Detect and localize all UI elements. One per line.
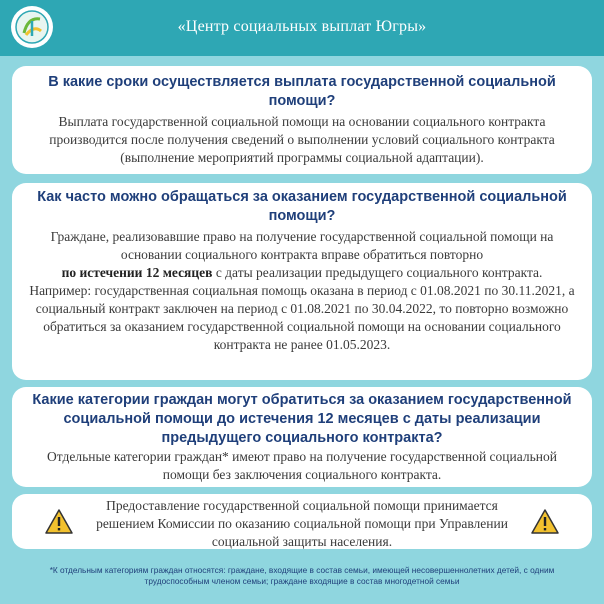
answer-text: Выплата государственной социальной помощи на основании социального контракта производится после получения сведений о выполнении условий социального контракта (выполнение мероприятий программы социальной адаптации).	[49, 114, 555, 165]
answer-highlight: по истечении 12 месяцев	[61, 265, 213, 280]
faq-card-categories	[12, 387, 592, 487]
faq-card-frequency	[12, 183, 592, 380]
info-card-commission	[12, 494, 592, 549]
answer-text-part: с даты реализации предыдущего социального контракта.	[212, 265, 543, 280]
warning-icon	[530, 508, 560, 535]
question-heading: Как часто можно обращаться за оказанием государственной социальной помощи?	[37, 189, 567, 224]
header-bar	[0, 0, 604, 56]
answer-text: Отдельные категории граждан* имеют право на получение государственной социальной помощи без заключения социального контракта.	[47, 449, 557, 482]
faq-card-payment-terms	[12, 66, 592, 174]
page-title: «Центр социальных выплат Югры»	[177, 18, 427, 35]
warning-icon	[44, 508, 74, 535]
question-heading: Какие категории граждан могут обратиться за оказанием государственной социальной помощи до истечения 12 месяцев с даты реализации предыдущего социального контракта?	[32, 392, 572, 446]
answer-text	[24, 228, 580, 282]
footnote: *К отдельным категориям граждан относятся: граждане, входящие в состав семьи, имеющей несовершеннолетних детей, с одним трудоспособным членом семьи; граждане входящие в состав многодетной семьи	[49, 565, 555, 586]
answer-text-part: Граждане, реализовавшие право на получение государственной социальной помощи на основании социального контракта вправе обратиться повторно	[50, 229, 554, 262]
example-text: Например: государственная социальная помощь оказана в период с 01.08.2021 по 30.11.2021, а социальный контракт заключен на период с 01.08.2021 по 30.04.2022, то повторно возможно обратиться за оказанием государственной социальной помощи на основании социального контракта не ранее 01.05.2023.	[29, 283, 575, 352]
info-text: Предоставление государственной социальной помощи принимается решением Комиссии по оказанию социальной помощи при Управлении социальной защиты населения.	[96, 498, 508, 549]
question-heading: В какие сроки осуществляется выплата государственной социальной помощи?	[48, 74, 556, 109]
